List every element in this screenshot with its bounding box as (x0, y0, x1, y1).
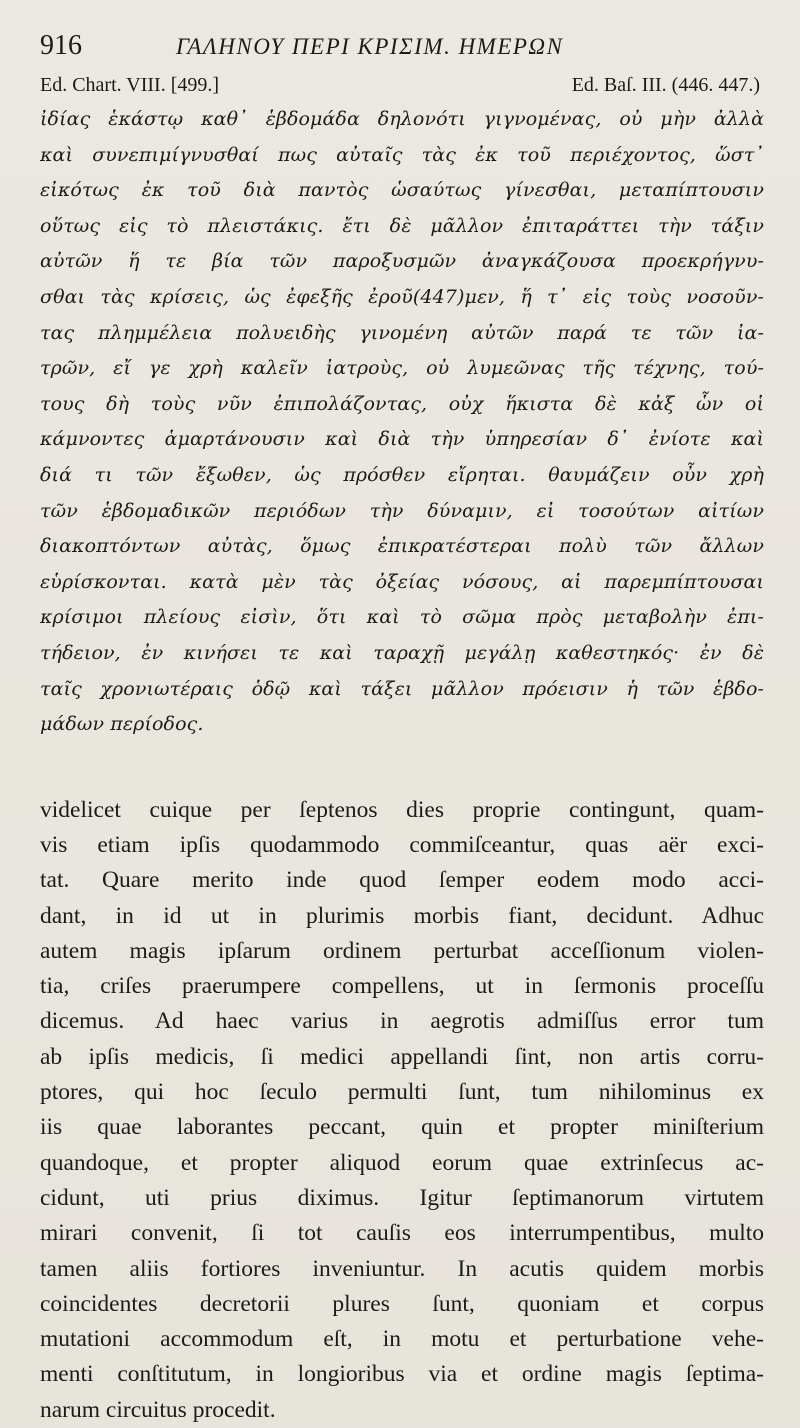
latin-line: cidunt, uti prius diximus. Igitur ſeptimanorum virtutem (40, 1184, 764, 1211)
latin-line: mutationi accommodum eſt, in motu et perturbatione vehe- (40, 1326, 764, 1353)
greek-line: σθαι τὰς κρίσεις, ὡς ἐφεξῆς ἐροῦ(447)μεν, ἥ τ᾽ εἰς τοὺς νοσοῦν- (40, 285, 764, 308)
latin-line: menti conſtitutum, in longioribus via et ordine magis ſeptima- (40, 1361, 764, 1388)
edition-reference-line (40, 74, 764, 102)
greek-line: τους δὴ τοὺς νῦν ἐπιπολάζοντας, οὐχ ἥκιστα δὲ κἀξ ὧν οἱ (40, 392, 764, 415)
greek-line: διά τι τῶν ἔξωθεν, ὡς πρόσθεν εἴρηται. θαυμάζειν οὖν χρὴ (40, 463, 764, 486)
greek-line: οὕτως εἰς τὸ πλειστάκις. ἔτι δὲ μᾶλλον ἐπιταράττει τὴν τάξιν (40, 214, 764, 237)
greek-line: τρῶν, εἴ γε χρὴ καλεῖν ἰατροὺς, οὐ λυμεῶνας τῆς τέχνης, τού- (40, 357, 764, 380)
latin-line: tia, criſes praerumpere compellens, ut in ſermonis proceſſu (40, 973, 764, 1000)
latin-line: autem magis ipſarum ordinem perturbat acceſſionum violen- (40, 937, 764, 964)
running-title: ΓΑΛΗΝΟΥ ΠΕΡΙ ΚΡΙΣΙΜ. ΗΜΕΡΩΝ (176, 34, 564, 59)
latin-text-block (40, 793, 764, 1428)
page-number: 916 (40, 30, 82, 61)
greek-line: κρίσιμοι πλείους εἰσὶν, ὅτι καὶ τὸ σῶμα πρὸς μεταβολὴν ἐπι- (40, 606, 764, 629)
greek-line: εἰκότως ἐκ τοῦ διὰ παντὸς ὡσαύτως γίνεσθαι, μεταπίπτουσιν (40, 179, 764, 202)
latin-line: ab ipſis medicis, ſi medici appellandi ſint, non artis corru- (40, 1043, 764, 1070)
latin-line: coincidentes decretorii plures ſunt, quoniam et corpus (40, 1290, 764, 1317)
greek-line: κάμνοντες ἁμαρτάνουσιν καὶ διὰ τὴν ὑπηρεσίαν δ᾽ ἐνίοτε καὶ (40, 428, 764, 451)
chartier-edition-reference: Ed. Chart. VIII. [499.] (40, 74, 220, 96)
latin-line: iis quae laborantes peccant, quin et propter miniſterium (40, 1114, 764, 1141)
greek-line: τας πλημμέλεια πολυειδὴς γινομένη αὐτῶν παρά τε τῶν ἰα- (40, 321, 764, 344)
latin-line: mirari convenit, ſi tot cauſis eos interrumpentibus, multo (40, 1220, 764, 1247)
basel-edition-reference: Ed. Baſ. III. (446. 447.) (571, 74, 760, 96)
latin-line: tat. Quare merito inde quod ſemper eodem modo acci- (40, 867, 764, 894)
latin-line: tamen aliis fortiores inveniuntur. In acutis quidem morbis (40, 1255, 764, 1282)
greek-line: ἰδίας ἑκάστῳ καθ᾽ ἑβδομάδα δηλονότι γιγνομένας, οὐ μὴν ἀλλὰ (40, 108, 764, 130)
page-header (40, 30, 764, 70)
section-gap (40, 743, 764, 793)
latin-line: ptores, qui hoc ſeculo permulti ſunt, tum nihilominus ex (40, 1079, 764, 1106)
latin-line: vis etiam ipſis quodammodo commiſceantur, quas aër exci- (40, 831, 764, 858)
greek-text-block (40, 102, 764, 743)
latin-line: dicemus. Ad haec varius in aegrotis admiſſus error tum (40, 1008, 764, 1035)
greek-line: καὶ συνεπιμίγνυσθαί πως αὐταῖς τὰς ἐκ τοῦ περιέχοντος, ὥστ᾽ (40, 143, 764, 166)
greek-line: τήδειον, ἐν κινήσει τε καὶ ταραχῇ μεγάλῃ καθεστηκός· ἐν δὲ (40, 641, 764, 664)
latin-line: narum circuitus procedit. (40, 1396, 276, 1423)
greek-line: εὑρίσκονται. κατὰ μὲν τὰς ὀξείας νόσους, αἱ παρεμπίπτουσαι (40, 570, 764, 593)
greek-line: αὐτῶν ἥ τε βία τῶν παροξυσμῶν ἀναγκάζουσα προεκρήγνυ- (40, 250, 764, 273)
greek-line: διακοπτόντων αὐτὰς, ὅμως ἐπικρατέστεραι πολὺ τῶν ἄλλων (40, 535, 764, 558)
greek-line: ταῖς χρονιωτέραις ὁδῷ καὶ τάξει μᾶλλον πρόεισιν ἡ τῶν ἑβδο- (40, 677, 764, 700)
greek-line: μάδων περίοδος. (40, 713, 204, 736)
greek-line: τῶν ἑβδομαδικῶν περιόδων τὴν δύναμιν, εἰ τοσούτων αἰτίων (40, 499, 764, 522)
latin-line: dant, in id ut in plurimis morbis fiant, decidunt. Adhuc (40, 902, 764, 929)
latin-line: videlicet cuique per ſeptenos dies proprie contingunt, quam- (40, 796, 764, 823)
latin-line: quandoque, et propter aliquod eorum quae extrinſecus ac- (40, 1149, 764, 1176)
